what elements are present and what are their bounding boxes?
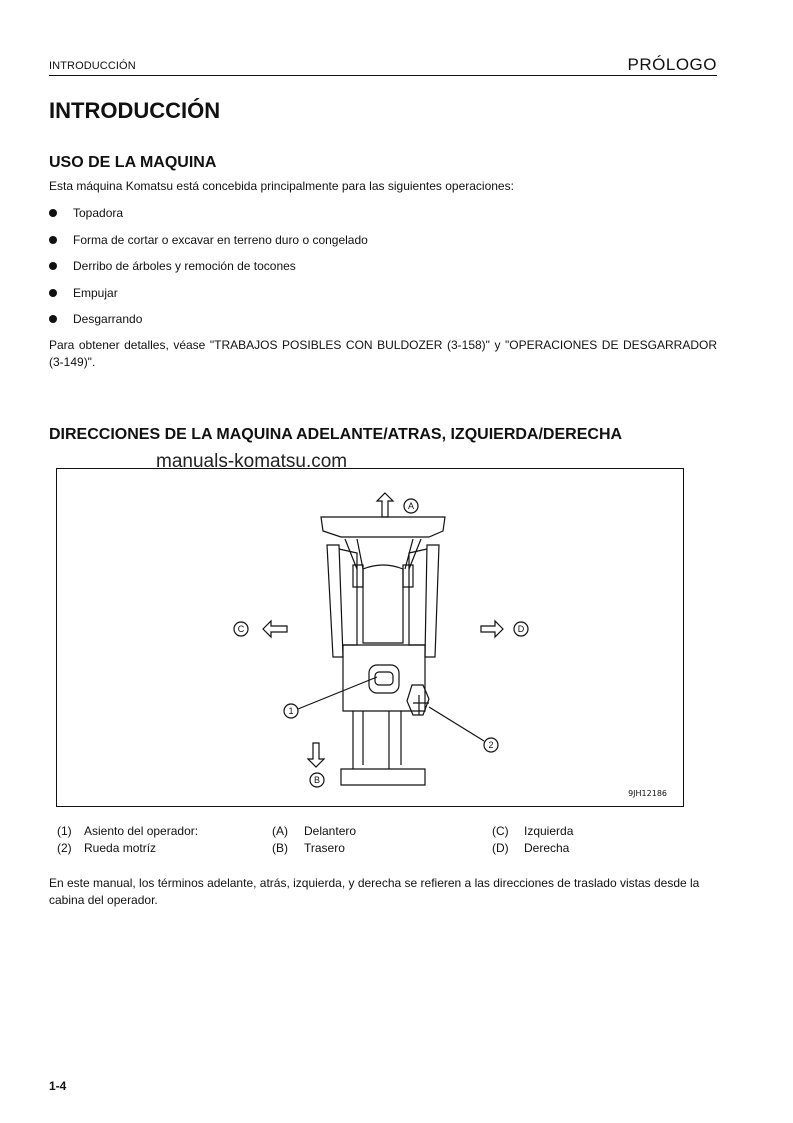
list-item: Desgarrando [49,311,368,338]
figure-legend [57,824,573,857]
header-rule [49,75,717,76]
bullet-icon [49,262,57,270]
list-item: Topadora [49,205,368,232]
blade-shape [321,517,445,537]
callout-line-2 [429,707,484,741]
page-number: 1-4 [49,1079,67,1093]
ripper [353,711,401,769]
legend-row [57,824,573,841]
callout-label-d: D [517,624,525,634]
list-item: Forma de cortar o excavar en terreno duro o congelado [49,232,368,259]
figure-code: 9JH12186 [628,789,667,798]
legend-letter: (C) [492,824,509,838]
right-cylinder [403,565,413,587]
legend-letter: (D) [492,840,509,855]
legend-label: Izquierda [524,824,574,838]
list-item: Derribo de árboles y remoción de tocones [49,258,368,285]
machine-diagram [57,469,683,806]
running-header-left: INTRODUCCIÓN [49,60,136,72]
arrow-right-icon [481,621,503,637]
machine-directions-figure [56,468,684,807]
legend-number: (2) [57,840,72,855]
arrow-left-icon [263,621,287,637]
legend-label: Derecha [524,840,570,855]
legend-letter: (A) [272,824,288,838]
details-paragraph: Para obtener detalles, véase "TRABAJOS POSIBLES CON BULDOZER (3-158)" y "OPERACIONES DE DESGARRADOR (3-149)". [49,338,717,369]
legend-label: Rueda motríz [84,840,157,855]
right-track [425,545,439,657]
legend-number: (1) [57,824,72,838]
legend-label: Trasero [304,840,345,855]
legend-label: Asiento del operador: [84,824,199,838]
section-intro: Esta máquina Komatsu está concebida principalmente para las siguientes operaciones: [49,179,514,193]
legend-row [57,841,573,858]
left-track [327,545,343,657]
section-heading-uso: USO DE LA MAQUINA [49,154,217,171]
legend-label: Delantero [304,824,357,838]
callout-label-2: 2 [488,740,494,750]
operations-list [49,205,368,338]
callout-label-1: 1 [288,706,294,716]
callout-label-a: A [407,501,415,511]
arrow-rear-icon [308,743,324,767]
bullet-icon [49,209,57,217]
page-title: INTRODUCCIÓN [49,98,221,123]
hood [363,565,403,643]
bullet-icon [49,289,57,297]
arrow-forward-icon [377,493,393,517]
callout-label-b: B [313,775,321,785]
running-header-right: PRÓLOGO [627,55,717,74]
watermark: manuals-komatsu.com [156,451,348,472]
body [343,645,425,711]
left-cylinder [353,565,363,587]
legend-letter: (B) [272,840,288,855]
bullet-icon [49,315,57,323]
callout-label-c: C [237,624,245,634]
directions-paragraph: En este manual, los términos adelante, atrás, izquierda, y derecha se refieren a las direcciones de traslado vistas desde la cabina del operador. [49,876,700,907]
bullet-icon [49,236,57,244]
list-item: Empujar [49,285,368,312]
section-heading-direcciones: DIRECCIONES DE LA MAQUINA ADELANTE/ATRAS, IZQUIERDA/DERECHA [49,426,623,443]
callout-line-1 [298,677,377,709]
